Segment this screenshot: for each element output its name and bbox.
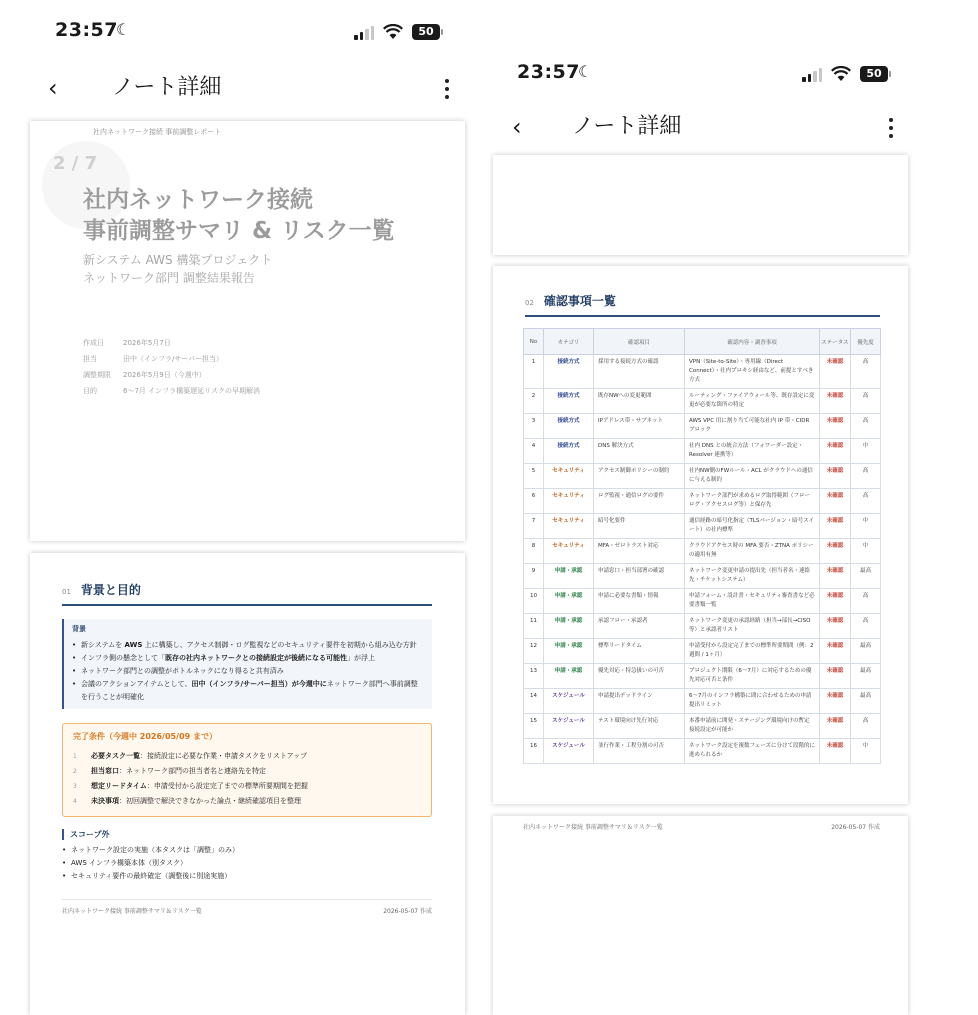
- back-chevron-icon[interactable]: ‹: [512, 113, 522, 141]
- table-row: [524, 355, 881, 389]
- row-status: 未確認: [820, 539, 851, 564]
- nav-bar: [0, 68, 490, 108]
- cover-subtitle: [83, 251, 272, 287]
- document-page-next: [493, 816, 908, 1015]
- row-detail: プロジェクト期限（6～7月）に対応するための優先対応可否と条件: [685, 664, 820, 689]
- right-phone-screen: [490, 0, 978, 1015]
- row-detail: ネットワーク部門が求めるログ取得範囲（フローログ・アクセスログ等）と保存先: [685, 489, 820, 514]
- completion-list: [73, 749, 421, 809]
- row-status: 未確認: [820, 639, 851, 664]
- row-priority: 高: [851, 589, 881, 614]
- background-bullet: • 新システムを AWS 上に構築し、アクセス制御・ログ監視などのセキュリティ要件を初期から組み込む方針: [72, 639, 424, 652]
- row-priority: 最高: [851, 564, 881, 589]
- row-priority: 高: [851, 414, 881, 439]
- signal-icon: [354, 26, 374, 40]
- row-item: 暗号化要件: [594, 514, 685, 539]
- status-bar: [490, 60, 978, 90]
- row-status: 未確認: [820, 614, 851, 639]
- row-priority: 最高: [851, 639, 881, 664]
- row-category: 接続方式: [544, 439, 594, 464]
- completion-criteria-box: [62, 723, 432, 817]
- cover-meta: [83, 335, 260, 399]
- row-no: 13: [524, 664, 544, 689]
- section-title: 確認事項一覧: [543, 294, 616, 308]
- row-no: 4: [524, 439, 544, 464]
- page-footer: [62, 899, 432, 915]
- row-status: 未確認: [820, 664, 851, 689]
- table-body: [524, 355, 881, 764]
- completion-item: 4 未決事項 ：初回調整で解決できなかった論点・継続確認項目を整理: [73, 797, 301, 805]
- row-category: セキュリティ: [544, 514, 594, 539]
- row-detail: ルーティング・ファイアウォール等、既存設定に変更が必要な箇所の特定: [685, 389, 820, 414]
- row-category: 申請・承認: [544, 639, 594, 664]
- row-no: 5: [524, 464, 544, 489]
- row-status: 未確認: [820, 439, 851, 464]
- row-detail: VPN（Site-to-Site）・専用線（Direct Connect）・社内プロキシ経由など、前提とすべき方式: [685, 355, 820, 389]
- table-row: [524, 589, 881, 614]
- row-item: テスト環境向け先行対応: [594, 714, 685, 739]
- row-item: 既存NWへの変更範囲: [594, 389, 685, 414]
- row-no: 3: [524, 414, 544, 439]
- table-row: [524, 664, 881, 689]
- col-header: 確認項目: [594, 329, 685, 355]
- row-status: 未確認: [820, 689, 851, 714]
- table-row: [524, 639, 881, 664]
- col-header: 優先度: [851, 329, 881, 355]
- document-page-cover: [30, 121, 465, 541]
- background-bullet: • 会議のアクションアイテムとして、田中（インフラ/サーバー担当）が今週中にネットワーク部門へ事前調整を行うことが明確化: [72, 678, 424, 704]
- row-priority: 中: [851, 439, 881, 464]
- meta-row: 担当 田中（インフラ/サーバー担当）: [83, 355, 224, 363]
- battery-icon: 50: [860, 66, 888, 82]
- row-priority: 最高: [851, 664, 881, 689]
- table-row: [524, 689, 881, 714]
- document-page-background: [30, 553, 465, 1015]
- row-detail: ネットワーク変更申請の提出先（担当者名・連絡先・チケットシステム）: [685, 564, 820, 589]
- scope-out-heading: スコープ外: [62, 829, 110, 840]
- row-detail: 6～7月のインフラ構築に間に合わせるための申請提出リミット: [685, 689, 820, 714]
- row-priority: 高: [851, 489, 881, 514]
- page-title: ノート詳細: [112, 75, 222, 100]
- row-no: 8: [524, 539, 544, 564]
- row-item: 標準リードタイム: [594, 639, 685, 664]
- row-item: DNS 解決方式: [594, 439, 685, 464]
- back-chevron-icon[interactable]: ‹: [48, 74, 58, 102]
- confirm-table: [523, 328, 881, 764]
- status-time: 23:57: [517, 61, 580, 83]
- moon-icon: ☾: [578, 62, 593, 81]
- col-header: カテゴリ: [544, 329, 594, 355]
- row-priority: 中: [851, 539, 881, 564]
- row-no: 10: [524, 589, 544, 614]
- row-category: 申請・承認: [544, 664, 594, 689]
- row-no: 14: [524, 689, 544, 714]
- section-number: 02: [525, 299, 534, 307]
- col-header: 確認内容・調査事項: [685, 329, 820, 355]
- row-status: 未確認: [820, 589, 851, 614]
- row-category: セキュリティ: [544, 539, 594, 564]
- row-priority: 中: [851, 514, 881, 539]
- table-row: [524, 414, 881, 439]
- table-row: [524, 564, 881, 589]
- row-category: セキュリティ: [544, 464, 594, 489]
- row-item: 申請に必要な書類・情報: [594, 589, 685, 614]
- row-status: 未確認: [820, 739, 851, 764]
- row-no: 6: [524, 489, 544, 514]
- table-row: [524, 464, 881, 489]
- row-item: 申請提出デッドライン: [594, 689, 685, 714]
- row-category: スケジュール: [544, 689, 594, 714]
- row-no: 16: [524, 739, 544, 764]
- row-category: スケジュール: [544, 714, 594, 739]
- nav-bar: [490, 107, 978, 147]
- table-row: [524, 514, 881, 539]
- row-detail: クラウドアクセス時の MFA 要否・ZTNA ポリシーの適用有無: [685, 539, 820, 564]
- row-no: 2: [524, 389, 544, 414]
- row-category: 申請・承認: [544, 564, 594, 589]
- row-status: 未確認: [820, 414, 851, 439]
- section-header: [62, 581, 432, 606]
- scope-out-list: [62, 844, 432, 883]
- row-detail: AWS VPC 用に割り当て可能な社内 IP 帯・CIDR ブロック: [685, 414, 820, 439]
- row-status: 未確認: [820, 514, 851, 539]
- page-title: ノート詳細: [572, 114, 682, 139]
- background-bullet: • ネットワーク部門との調整がボトルネックになり得ると共有済み: [72, 665, 424, 678]
- row-no: 7: [524, 514, 544, 539]
- table-row: [524, 714, 881, 739]
- background-bullet: • インフラ側の懸念として「既存の社内ネットワークとの接続設定が後続になる可能性」が浮上: [72, 652, 424, 665]
- row-detail: 社内 DNS との統合方法（フォワーダー設定・Resolver 連携等）: [685, 439, 820, 464]
- row-priority: 高: [851, 355, 881, 389]
- table-header-row: [524, 329, 881, 355]
- more-vertical-icon[interactable]: [442, 77, 452, 99]
- more-vertical-icon[interactable]: [886, 116, 896, 138]
- cover-subtitle-line2: ネットワーク部門 調整結果報告: [83, 271, 255, 285]
- footer-left: 社内ネットワーク接続 事前調整サマリ＆リスク一覧: [62, 908, 202, 915]
- row-status: 未確認: [820, 464, 851, 489]
- row-category: セキュリティ: [544, 489, 594, 514]
- row-detail: 申請受付から設定完了までの標準所要期間（例：2週間 / 1ヶ月）: [685, 639, 820, 664]
- row-item: アクセス制御ポリシーの制約: [594, 464, 685, 489]
- row-status: 未確認: [820, 489, 851, 514]
- row-priority: 中: [851, 739, 881, 764]
- meta-row: 作成日 2026年5月7日: [83, 339, 171, 347]
- document-page-previous: [493, 155, 908, 255]
- row-priority: 最高: [851, 689, 881, 714]
- row-item: 承認フロー・承認者: [594, 614, 685, 639]
- background-box: [62, 619, 432, 709]
- row-status: 未確認: [820, 714, 851, 739]
- row-item: IPアドレス帯・サブネット: [594, 414, 685, 439]
- footer-right: 2026-05-07 作成: [831, 824, 880, 831]
- row-category: 接続方式: [544, 355, 594, 389]
- row-detail: ネットワーク変更の承認経路（担当→部長→CISO等）と承認者リスト: [685, 614, 820, 639]
- status-bar: [0, 18, 490, 48]
- wifi-icon: [831, 66, 851, 82]
- page-footer: [523, 816, 880, 831]
- meta-row: 調整期限 2026年5月9日（今週中）: [83, 371, 206, 379]
- row-status: 未確認: [820, 564, 851, 589]
- row-status: 未確認: [820, 389, 851, 414]
- row-category: 申請・承認: [544, 589, 594, 614]
- moon-icon: ☾: [116, 20, 131, 39]
- meta-row: 目的 6～7月 インフラ構築遅延リスクの早期解消: [83, 387, 260, 395]
- row-item: 並行作業・工程分割の可否: [594, 739, 685, 764]
- footer-left: 社内ネットワーク接続 事前調整サマリ＆リスク一覧: [523, 824, 663, 831]
- row-item: ログ監視・通信ログの要件: [594, 489, 685, 514]
- scope-out-item: • AWS インフラ構築本体（別タスク）: [62, 857, 432, 870]
- battery-icon: 50: [412, 24, 440, 40]
- row-item: 優先対応・特急扱いの可否: [594, 664, 685, 689]
- row-item: MFA・ゼロトラスト対応: [594, 539, 685, 564]
- table-row: [524, 389, 881, 414]
- row-detail: 本番申請前に開発・ステージング環境向けの暫定接続設定が可能か: [685, 714, 820, 739]
- row-no: 11: [524, 614, 544, 639]
- row-item: 申請窓口・担当部署の確認: [594, 564, 685, 589]
- cover-title: [83, 185, 395, 247]
- row-no: 9: [524, 564, 544, 589]
- row-priority: 高: [851, 614, 881, 639]
- row-priority: 高: [851, 464, 881, 489]
- row-detail: ネットワーク設定を複数フェーズに分けて段階的に進められるか: [685, 739, 820, 764]
- col-header: No: [524, 329, 544, 355]
- scope-out-item: • セキュリティ要件の最終確定（調整後に別途実施）: [62, 870, 432, 883]
- row-no: 15: [524, 714, 544, 739]
- status-time: 23:57: [55, 19, 118, 41]
- document-page-confirm-items: [493, 266, 908, 804]
- signal-icon: [802, 68, 822, 82]
- table-row: [524, 614, 881, 639]
- row-detail: 通信経路の暗号化指定（TLSバージョン・暗号スイート）の社内標準: [685, 514, 820, 539]
- cover-header: 社内ネットワーク接続 事前調整レポート: [93, 128, 222, 136]
- table-row: [524, 439, 881, 464]
- row-category: 申請・承認: [544, 614, 594, 639]
- scope-out-item: • ネットワーク設定の実施（本タスクは「調整」のみ）: [62, 844, 432, 857]
- cover-title-line1: 社内ネットワーク接続: [83, 187, 313, 213]
- row-category: 接続方式: [544, 414, 594, 439]
- row-detail: 社内NW側のFWルール・ACL がクラウドへの通信に与える制約: [685, 464, 820, 489]
- page-indicator: 2 / 7: [53, 153, 98, 174]
- table-row: [524, 489, 881, 514]
- row-no: 12: [524, 639, 544, 664]
- row-priority: 高: [851, 714, 881, 739]
- section-header: [525, 292, 880, 317]
- row-category: 接続方式: [544, 389, 594, 414]
- row-no: 1: [524, 355, 544, 389]
- row-category: スケジュール: [544, 739, 594, 764]
- row-status: 未確認: [820, 355, 851, 389]
- row-item: 採用する接続方式の確認: [594, 355, 685, 389]
- completion-item: 2 担当窓口 ：ネットワーク部門の担当者名と連絡先を特定: [73, 767, 266, 775]
- table-row: [524, 539, 881, 564]
- col-header: ステータス: [820, 329, 851, 355]
- section-title: 背景と目的: [80, 583, 141, 597]
- cover-title-line2: 事前調整サマリ & リスク一覧: [83, 218, 395, 244]
- footer-right: 2026-05-07 作成: [383, 908, 432, 915]
- background-list: [72, 639, 424, 704]
- completion-item: 1 必要タスク一覧 ：接続設定に必要な作業・申請タスクをリストアップ: [73, 752, 308, 760]
- row-detail: 申請フォーム・設計書・セキュリティ審査書など必要書類一覧: [685, 589, 820, 614]
- cover-subtitle-line1: 新システム AWS 構築プロジェクト: [83, 253, 273, 267]
- background-heading: 背景: [72, 625, 86, 633]
- wifi-icon: [383, 24, 403, 40]
- table-row: [524, 739, 881, 764]
- row-priority: 高: [851, 389, 881, 414]
- section-number: 01: [62, 588, 71, 596]
- completion-heading: 完了条件（今週中 2026/05/09 まで）: [73, 732, 217, 741]
- completion-item: 3 想定リードタイム ：申請受付から設定完了までの標準所要期間を把握: [73, 782, 308, 790]
